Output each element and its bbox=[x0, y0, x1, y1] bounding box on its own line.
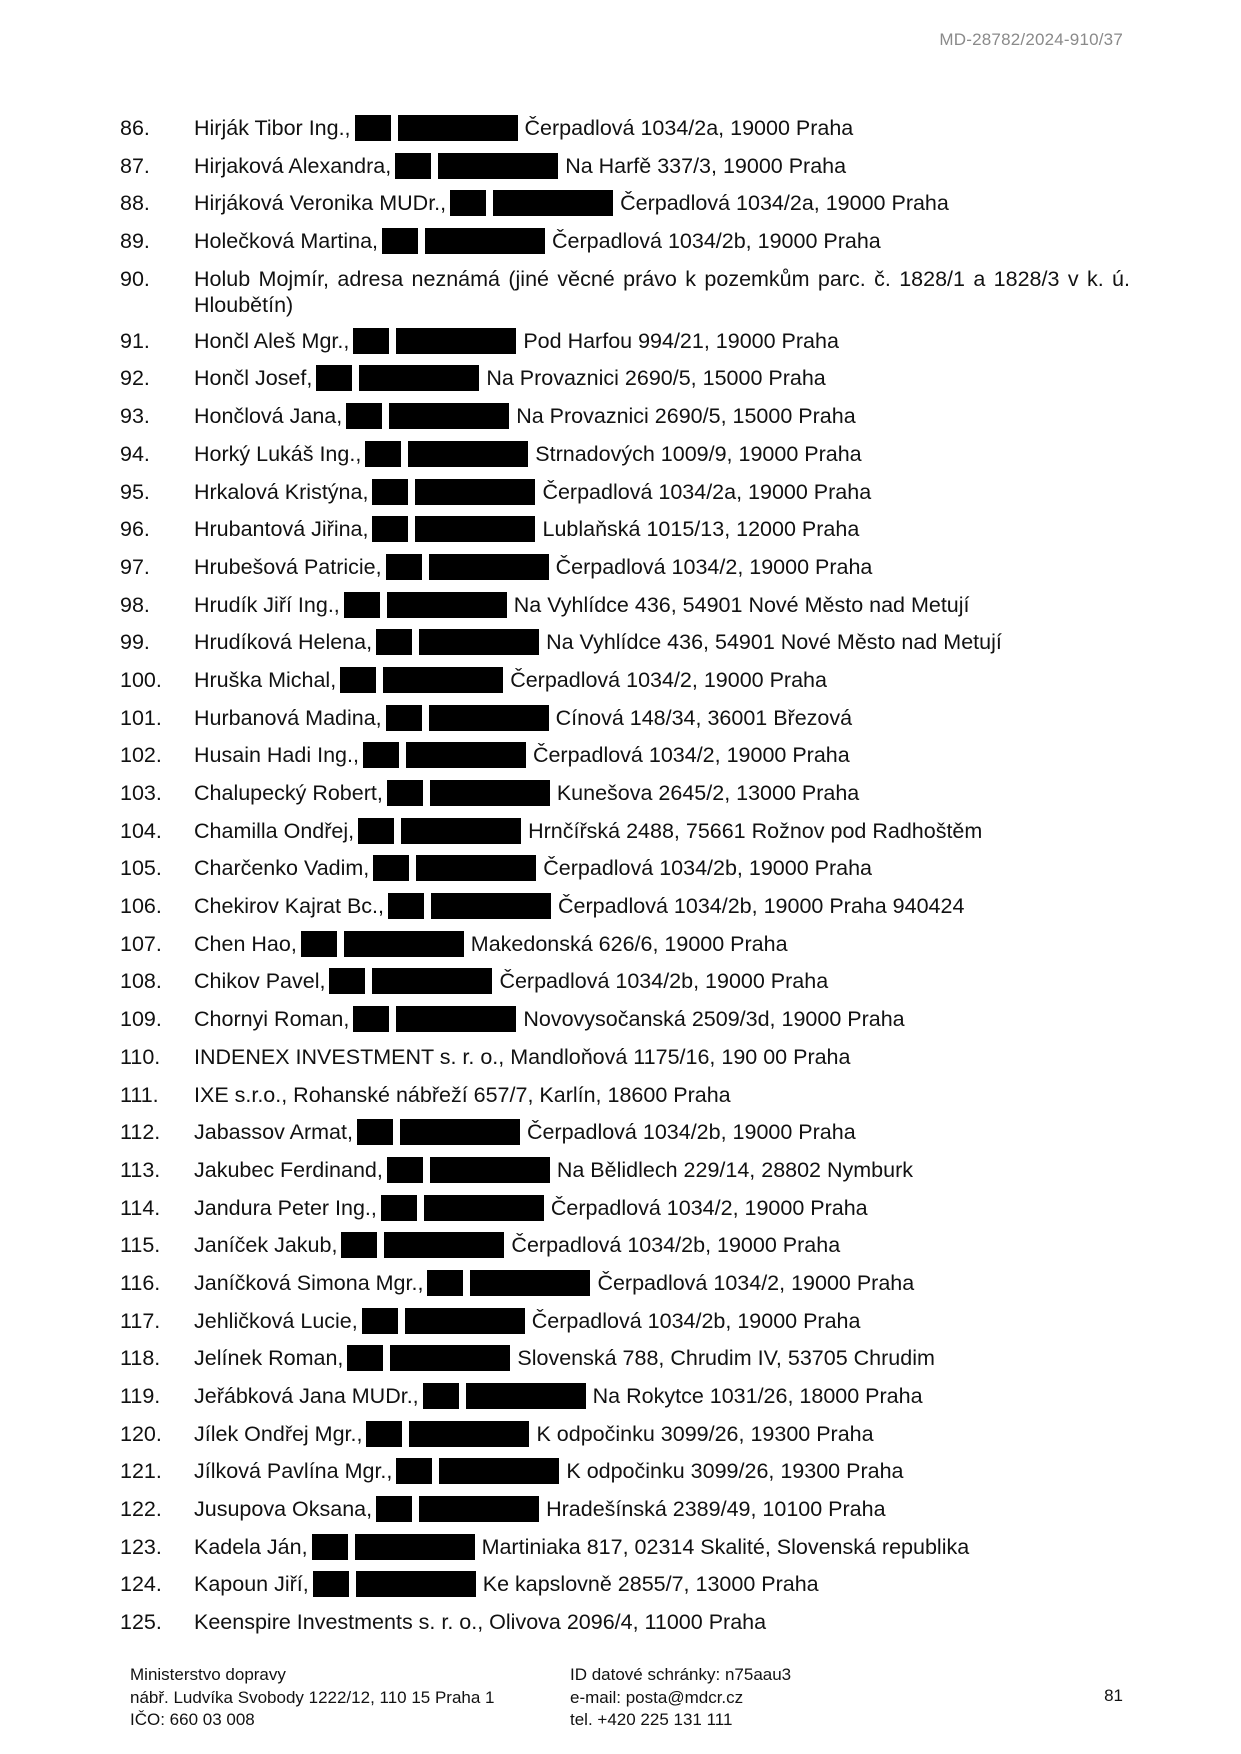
redaction-block-long bbox=[396, 1006, 516, 1032]
redaction-block-short bbox=[366, 1421, 402, 1447]
redaction-block-short bbox=[376, 1496, 412, 1522]
entry-content bbox=[194, 328, 1130, 354]
entry-number: 124. bbox=[120, 1572, 162, 1597]
redaction-block-long bbox=[416, 855, 536, 881]
list-item bbox=[120, 441, 1130, 479]
entry-content bbox=[194, 1044, 1130, 1070]
redaction-block-short bbox=[347, 1345, 383, 1371]
redaction-block-long bbox=[430, 780, 550, 806]
entry-name: Hrubantová Jiřina, bbox=[194, 517, 369, 542]
redaction-block-long bbox=[424, 1195, 544, 1221]
list-item bbox=[120, 1383, 1130, 1421]
entry-name: Hončlová Jana, bbox=[194, 404, 343, 429]
redaction-block-long bbox=[396, 328, 516, 354]
entry-address: Čerpadlová 1034/2, 19000 Praha bbox=[510, 667, 827, 692]
entry-address: Čerpadlová 1034/2b, 19000 Praha bbox=[552, 229, 881, 254]
entry-address: Lublaňská 1015/13, 12000 Praha bbox=[542, 517, 860, 542]
redaction-block-short bbox=[362, 1308, 398, 1334]
list-item bbox=[120, 667, 1130, 705]
list-item bbox=[120, 1534, 1130, 1572]
redaction-block-short bbox=[363, 742, 399, 768]
entry-address: Čerpadlová 1034/2, 19000 Praha bbox=[550, 1195, 868, 1220]
entry-number: 115. bbox=[120, 1233, 161, 1258]
redaction-block-short bbox=[353, 1006, 389, 1032]
redaction-block-long bbox=[398, 115, 518, 141]
entry-number: 109. bbox=[120, 1007, 162, 1032]
redaction-block-long bbox=[493, 190, 613, 216]
entry-name: INDENEX INVESTMENT s. r. o., Mandloňová 1175/16, 190 00 Praha bbox=[194, 1044, 851, 1069]
list-item bbox=[120, 780, 1130, 818]
entry-number: 116. bbox=[120, 1270, 161, 1295]
redaction-block-short bbox=[388, 893, 424, 919]
list-item bbox=[120, 1571, 1130, 1609]
entry-number: 108. bbox=[120, 969, 162, 994]
entry-number: 89. bbox=[120, 229, 150, 254]
redaction-block-short bbox=[396, 1458, 432, 1484]
entry-name: Chen Hao, bbox=[194, 931, 297, 956]
entry-content bbox=[194, 592, 1130, 618]
list-item bbox=[120, 629, 1130, 667]
entry-name: Charčenko Vadim, bbox=[194, 856, 370, 881]
entry-content bbox=[194, 479, 1130, 505]
footer-address-block bbox=[130, 1664, 495, 1732]
entry-number: 90. bbox=[120, 266, 150, 291]
entry-number: 101. bbox=[120, 705, 162, 730]
entry-name: Hirjáková Veronika MUDr., bbox=[194, 191, 447, 216]
entry-content bbox=[194, 1270, 1130, 1296]
redaction-block-short bbox=[313, 1571, 349, 1597]
entry-content bbox=[194, 1458, 1130, 1484]
entry-name: Chamilla Ondřej, bbox=[194, 818, 355, 843]
entry-number: 94. bbox=[120, 441, 150, 466]
entry-content bbox=[194, 855, 1130, 881]
entry-name: Hurbanová Madina, bbox=[194, 705, 382, 730]
entry-address: Ke kapslovně 2855/7, 13000 Praha bbox=[482, 1572, 819, 1597]
entry-number: 117. bbox=[120, 1308, 161, 1333]
entry-address: Čerpadlová 1034/2, 19000 Praha bbox=[555, 554, 873, 579]
entry-content bbox=[194, 968, 1130, 994]
entry-address: Čerpadlová 1034/2a, 19000 Praha bbox=[620, 191, 949, 216]
entry-content bbox=[194, 1119, 1130, 1145]
redaction-block-long bbox=[344, 931, 464, 957]
entry-content bbox=[194, 629, 1130, 655]
entry-name: Jabassov Armat, bbox=[194, 1120, 353, 1145]
list-item bbox=[120, 1345, 1130, 1383]
list-item bbox=[120, 1232, 1130, 1270]
entry-number: 125. bbox=[120, 1610, 162, 1635]
redaction-block-short bbox=[355, 115, 391, 141]
entry-address: Martiniaka 817, 02314 Skalité, Slovenská republika bbox=[481, 1534, 970, 1559]
entry-content bbox=[194, 1345, 1130, 1371]
entry-content bbox=[194, 1534, 1130, 1560]
redaction-block-long bbox=[466, 1383, 586, 1409]
entry-address: Na Provaznici 2690/5, 15000 Praha bbox=[516, 404, 856, 429]
entry-content bbox=[194, 365, 1130, 391]
entry-number: 98. bbox=[120, 592, 150, 617]
entry-address: Makedonská 626/6, 19000 Praha bbox=[470, 931, 788, 956]
entry-address: Na Vyhlídce 436, 54901 Nové Město nad Metují bbox=[513, 592, 970, 617]
list-item bbox=[120, 931, 1130, 969]
redaction-block-long bbox=[408, 441, 528, 467]
entry-number: 110. bbox=[120, 1044, 161, 1069]
redaction-block-short bbox=[312, 1534, 348, 1560]
list-item bbox=[120, 1082, 1130, 1120]
list-item bbox=[120, 1609, 1130, 1647]
entry-content bbox=[194, 742, 1130, 768]
redaction-block-short bbox=[365, 441, 401, 467]
redaction-block-short bbox=[372, 479, 408, 505]
redaction-block-short bbox=[358, 818, 394, 844]
entry-content bbox=[194, 1383, 1130, 1409]
entry-number: 91. bbox=[120, 328, 150, 353]
entry-name: Chornyi Roman, bbox=[194, 1007, 350, 1032]
entry-address: Hradešínská 2389/49, 10100 Praha bbox=[546, 1497, 886, 1522]
entry-content bbox=[194, 441, 1130, 467]
entry-content bbox=[194, 1082, 1130, 1108]
entry-address: Čerpadlová 1034/2, 19000 Praha bbox=[597, 1270, 915, 1295]
entry-name: Jeřábková Jana MUDr., bbox=[194, 1384, 419, 1408]
redaction-block-short bbox=[381, 1195, 417, 1221]
list-item bbox=[120, 479, 1130, 517]
list-item bbox=[120, 818, 1130, 856]
list-item bbox=[120, 228, 1130, 266]
entry-content bbox=[194, 190, 1130, 216]
entry-number: 122. bbox=[120, 1497, 162, 1522]
entry-content bbox=[194, 1232, 1130, 1258]
entry-name: Janíček Jakub, bbox=[194, 1233, 338, 1258]
redaction-block-short bbox=[341, 1232, 377, 1258]
redaction-block-long bbox=[429, 705, 549, 731]
redaction-block-long bbox=[415, 516, 535, 542]
entry-list bbox=[120, 115, 1130, 1647]
entry-address: Novovysočanská 2509/3d, 19000 Praha bbox=[523, 1007, 905, 1032]
list-item bbox=[120, 1308, 1130, 1346]
redaction-block-long bbox=[431, 893, 551, 919]
entry-number: 120. bbox=[120, 1421, 162, 1446]
entry-number: 97. bbox=[120, 554, 150, 579]
entry-number: 92. bbox=[120, 366, 150, 391]
entry-number: 114. bbox=[120, 1195, 161, 1220]
entry-address: Čerpadlová 1034/2b, 19000 Praha bbox=[499, 969, 829, 994]
redaction-block-long bbox=[389, 403, 509, 429]
entry-content bbox=[194, 1421, 1130, 1447]
entry-number: 86. bbox=[120, 116, 150, 140]
redaction-block-long bbox=[419, 629, 539, 655]
list-item bbox=[120, 365, 1130, 403]
entry-content bbox=[194, 153, 1130, 179]
list-item bbox=[120, 1458, 1130, 1496]
entry-number: 100. bbox=[120, 667, 162, 692]
list-item bbox=[120, 153, 1130, 191]
list-item bbox=[120, 554, 1130, 592]
list-item bbox=[120, 115, 1130, 153]
entry-name: Holečková Martina, bbox=[194, 229, 379, 254]
list-item bbox=[120, 705, 1130, 743]
document-reference-number: MD-28782/2024-910/37 bbox=[939, 30, 1123, 49]
entry-number: 105. bbox=[120, 856, 162, 881]
entry-name: Chikov Pavel, bbox=[194, 969, 326, 994]
list-item bbox=[120, 403, 1130, 441]
redaction-block-long bbox=[419, 1496, 539, 1522]
entry-name: Jehličková Lucie, bbox=[194, 1308, 358, 1333]
footer-email: e-mail: posta@mdcr.cz bbox=[570, 1687, 744, 1707]
entry-number: 119. bbox=[120, 1384, 161, 1408]
entry-content bbox=[194, 403, 1130, 429]
redaction-block-short bbox=[346, 403, 382, 429]
list-item bbox=[120, 1421, 1130, 1459]
redaction-block-long bbox=[430, 1157, 550, 1183]
entry-content bbox=[194, 818, 1130, 844]
entry-number: 118. bbox=[120, 1346, 161, 1371]
entry-number: 103. bbox=[120, 781, 162, 805]
redaction-block-long bbox=[405, 1308, 525, 1334]
entry-address: Na Vyhlídce 436, 54901 Nové Město nad Metují bbox=[546, 630, 1002, 655]
entry-name: Holub Mojmír, adresa neznámá (jiné věcné právo k pozemkům parc. č. 1828/1 a 1828/3 v k. ú. Hloubětín) bbox=[194, 266, 1130, 317]
redaction-block-short bbox=[386, 554, 422, 580]
entry-address: Na Bělidlech 229/14, 28802 Nymburk bbox=[556, 1157, 914, 1182]
entry-name: Jakubec Ferdinand, bbox=[194, 1157, 383, 1182]
redaction-block-long bbox=[355, 1534, 475, 1560]
entry-address: Pod Harfou 994/21, 19000 Praha bbox=[523, 328, 839, 353]
entry-number: 104. bbox=[120, 818, 162, 843]
list-item bbox=[120, 1195, 1130, 1233]
entry-address: Čerpadlová 1034/2a, 19000 Praha bbox=[542, 479, 872, 504]
entry-name: IXE s.r.o., Rohanské nábřeží 657/7, Karlín, 18600 Praha bbox=[194, 1082, 731, 1107]
entry-name: Jusupova Oksana, bbox=[194, 1497, 373, 1522]
list-item bbox=[120, 1157, 1130, 1195]
entry-address: Na Rokytce 1031/26, 18000 Praha bbox=[592, 1384, 923, 1408]
redaction-block-long bbox=[383, 667, 503, 693]
redaction-block-long bbox=[356, 1571, 476, 1597]
entry-name: Hirjaková Alexandra, bbox=[194, 153, 392, 178]
redaction-block-short bbox=[340, 667, 376, 693]
entry-content bbox=[194, 1609, 1130, 1635]
entry-number: 102. bbox=[120, 743, 162, 768]
entry-content bbox=[194, 931, 1130, 957]
redaction-block-long bbox=[429, 554, 549, 580]
redaction-block-long bbox=[390, 1345, 510, 1371]
entry-content bbox=[194, 893, 1130, 919]
entry-number: 87. bbox=[120, 153, 150, 178]
redaction-block-long bbox=[425, 228, 545, 254]
entry-content bbox=[194, 1006, 1130, 1032]
redaction-block-long bbox=[415, 479, 535, 505]
entry-name: Hirják Tibor Ing., bbox=[194, 116, 351, 140]
footer-street: nábř. Ludvíka Svobody 1222/12, 110 15 Praha 1 bbox=[130, 1687, 495, 1707]
entry-address: Čerpadlová 1034/2a, 19000 Praha bbox=[524, 116, 854, 140]
entry-name: Kadela Ján, bbox=[194, 1534, 308, 1559]
entry-name: Horký Lukáš Ing., bbox=[194, 441, 362, 466]
entry-number: 121. bbox=[120, 1459, 162, 1484]
list-item bbox=[120, 1270, 1130, 1308]
redaction-block-short bbox=[395, 153, 431, 179]
redaction-block-short bbox=[387, 1157, 423, 1183]
entry-address: Na Harfě 337/3, 19000 Praha bbox=[565, 153, 847, 178]
footer-ico: IČO: 660 03 008 bbox=[130, 1710, 255, 1729]
entry-name: Janíčková Simona Mgr., bbox=[194, 1270, 424, 1295]
list-item bbox=[120, 893, 1130, 931]
entry-content bbox=[194, 780, 1130, 806]
redaction-block-short bbox=[376, 629, 412, 655]
redaction-block-long bbox=[409, 1421, 529, 1447]
entry-address: K odpočinku 3099/26, 19300 Praha bbox=[566, 1459, 904, 1484]
entry-content bbox=[194, 228, 1130, 254]
entry-name: Hončl Josef, bbox=[194, 366, 313, 391]
entry-address: Cínová 148/34, 36001 Březová bbox=[555, 705, 853, 730]
redaction-block-short bbox=[387, 780, 423, 806]
entry-number: 111. bbox=[120, 1082, 159, 1107]
footer-databox: ID datové schránky: n75aau3 bbox=[570, 1665, 792, 1684]
entry-address: Slovenská 788, Chrudim IV, 53705 Chrudim bbox=[517, 1346, 935, 1371]
entry-content bbox=[194, 705, 1130, 731]
redaction-block-short bbox=[372, 516, 408, 542]
entry-content bbox=[194, 266, 1130, 318]
redaction-block-long bbox=[439, 1458, 559, 1484]
redaction-block-long bbox=[387, 592, 507, 618]
list-item bbox=[120, 968, 1130, 1006]
list-item bbox=[120, 742, 1130, 780]
list-item bbox=[120, 266, 1130, 328]
entry-number: 88. bbox=[120, 191, 150, 216]
entry-number: 99. bbox=[120, 630, 150, 655]
redaction-block-long bbox=[401, 818, 521, 844]
redaction-block-short bbox=[382, 228, 418, 254]
entry-name: Jandura Peter Ing., bbox=[194, 1195, 377, 1220]
entry-address: Čerpadlová 1034/2b, 19000 Praha bbox=[543, 856, 872, 881]
redaction-block-short bbox=[373, 855, 409, 881]
list-item bbox=[120, 1044, 1130, 1082]
entry-number: 93. bbox=[120, 404, 150, 429]
page-number: 81 bbox=[1104, 1686, 1123, 1705]
redaction-block-short bbox=[423, 1383, 459, 1409]
entry-content bbox=[194, 1571, 1130, 1597]
redaction-block-long bbox=[372, 968, 492, 994]
entry-name: Chekirov Kajrat Bc., bbox=[194, 894, 384, 919]
entry-number: 112. bbox=[120, 1120, 161, 1145]
entry-name: Hruška Michal, bbox=[194, 667, 337, 692]
entry-name: Hončl Aleš Mgr., bbox=[194, 328, 350, 353]
list-item bbox=[120, 1006, 1130, 1044]
entry-name: Hrudík Jiří Ing., bbox=[194, 592, 340, 617]
list-item bbox=[120, 855, 1130, 893]
list-item bbox=[120, 328, 1130, 366]
entry-number: 107. bbox=[120, 931, 162, 956]
entry-number: 95. bbox=[120, 479, 150, 504]
entry-address: Čerpadlová 1034/2b, 19000 Praha bbox=[526, 1120, 856, 1145]
entry-address: Čerpadlová 1034/2b, 19000 Praha bbox=[531, 1308, 861, 1333]
redaction-block-long bbox=[400, 1119, 520, 1145]
footer-contact-block bbox=[570, 1664, 791, 1732]
entry-address: K odpočinku 3099/26, 19300 Praha bbox=[536, 1421, 874, 1446]
redaction-block-short bbox=[301, 931, 337, 957]
entry-name: Keenspire Investments s. r. o., Olivova 2096/4, 11000 Praha bbox=[194, 1610, 767, 1635]
list-item bbox=[120, 1119, 1130, 1157]
entry-number: 113. bbox=[120, 1157, 161, 1182]
entry-name: Husain Hadi Ing., bbox=[194, 743, 359, 768]
redaction-block-long bbox=[438, 153, 558, 179]
redaction-block-short bbox=[450, 190, 486, 216]
entry-address: Čerpadlová 1034/2b, 19000 Praha 940424 bbox=[557, 894, 965, 919]
entry-content bbox=[194, 1157, 1130, 1183]
redaction-block-long bbox=[406, 742, 526, 768]
entry-name: Jelínek Roman, bbox=[194, 1346, 344, 1371]
entry-name: Chalupecký Robert, bbox=[194, 781, 383, 805]
redaction-block-short bbox=[386, 705, 422, 731]
list-item bbox=[120, 592, 1130, 630]
entry-address: Kunešova 2645/2, 13000 Praha bbox=[556, 781, 860, 805]
entry-name: Hrkalová Kristýna, bbox=[194, 479, 369, 504]
redaction-block-long bbox=[384, 1232, 504, 1258]
entry-number: 106. bbox=[120, 894, 162, 919]
entry-name: Hrudíková Helena, bbox=[194, 630, 373, 655]
entry-address: Čerpadlová 1034/2b, 19000 Praha bbox=[511, 1233, 841, 1258]
list-item bbox=[120, 516, 1130, 554]
list-item bbox=[120, 190, 1130, 228]
entry-name: Jílek Ondřej Mgr., bbox=[194, 1421, 363, 1446]
entry-address: Strnadových 1009/9, 19000 Praha bbox=[535, 441, 862, 466]
entry-content bbox=[194, 667, 1130, 693]
redaction-block-short bbox=[357, 1119, 393, 1145]
entry-address: Čerpadlová 1034/2, 19000 Praha bbox=[532, 743, 850, 768]
redaction-block-long bbox=[359, 365, 479, 391]
entry-number: 96. bbox=[120, 517, 150, 542]
entry-content bbox=[194, 554, 1130, 580]
entry-address: Hrnčířská 2488, 75661 Rožnov pod Radhoštěm bbox=[528, 818, 983, 843]
entry-address: Na Provaznici 2690/5, 15000 Praha bbox=[486, 366, 826, 391]
footer-organization: Ministerstvo dopravy bbox=[130, 1665, 286, 1684]
entry-content bbox=[194, 115, 1130, 141]
redaction-block-short bbox=[329, 968, 365, 994]
entry-name: Kapoun Jiří, bbox=[194, 1572, 309, 1597]
redaction-block-long bbox=[470, 1270, 590, 1296]
entry-name: Hrubešová Patricie, bbox=[194, 554, 382, 579]
redaction-block-short bbox=[344, 592, 380, 618]
entry-name: Jílková Pavlína Mgr., bbox=[194, 1459, 393, 1484]
redaction-block-short bbox=[316, 365, 352, 391]
entry-content bbox=[194, 1195, 1130, 1221]
footer-phone: tel. +420 225 131 111 bbox=[570, 1710, 733, 1729]
list-item bbox=[120, 1496, 1130, 1534]
redaction-block-short bbox=[353, 328, 389, 354]
entry-content bbox=[194, 1496, 1130, 1522]
entry-number: 123. bbox=[120, 1534, 162, 1559]
redaction-block-short bbox=[427, 1270, 463, 1296]
entry-content bbox=[194, 1308, 1130, 1334]
entry-content bbox=[194, 516, 1130, 542]
